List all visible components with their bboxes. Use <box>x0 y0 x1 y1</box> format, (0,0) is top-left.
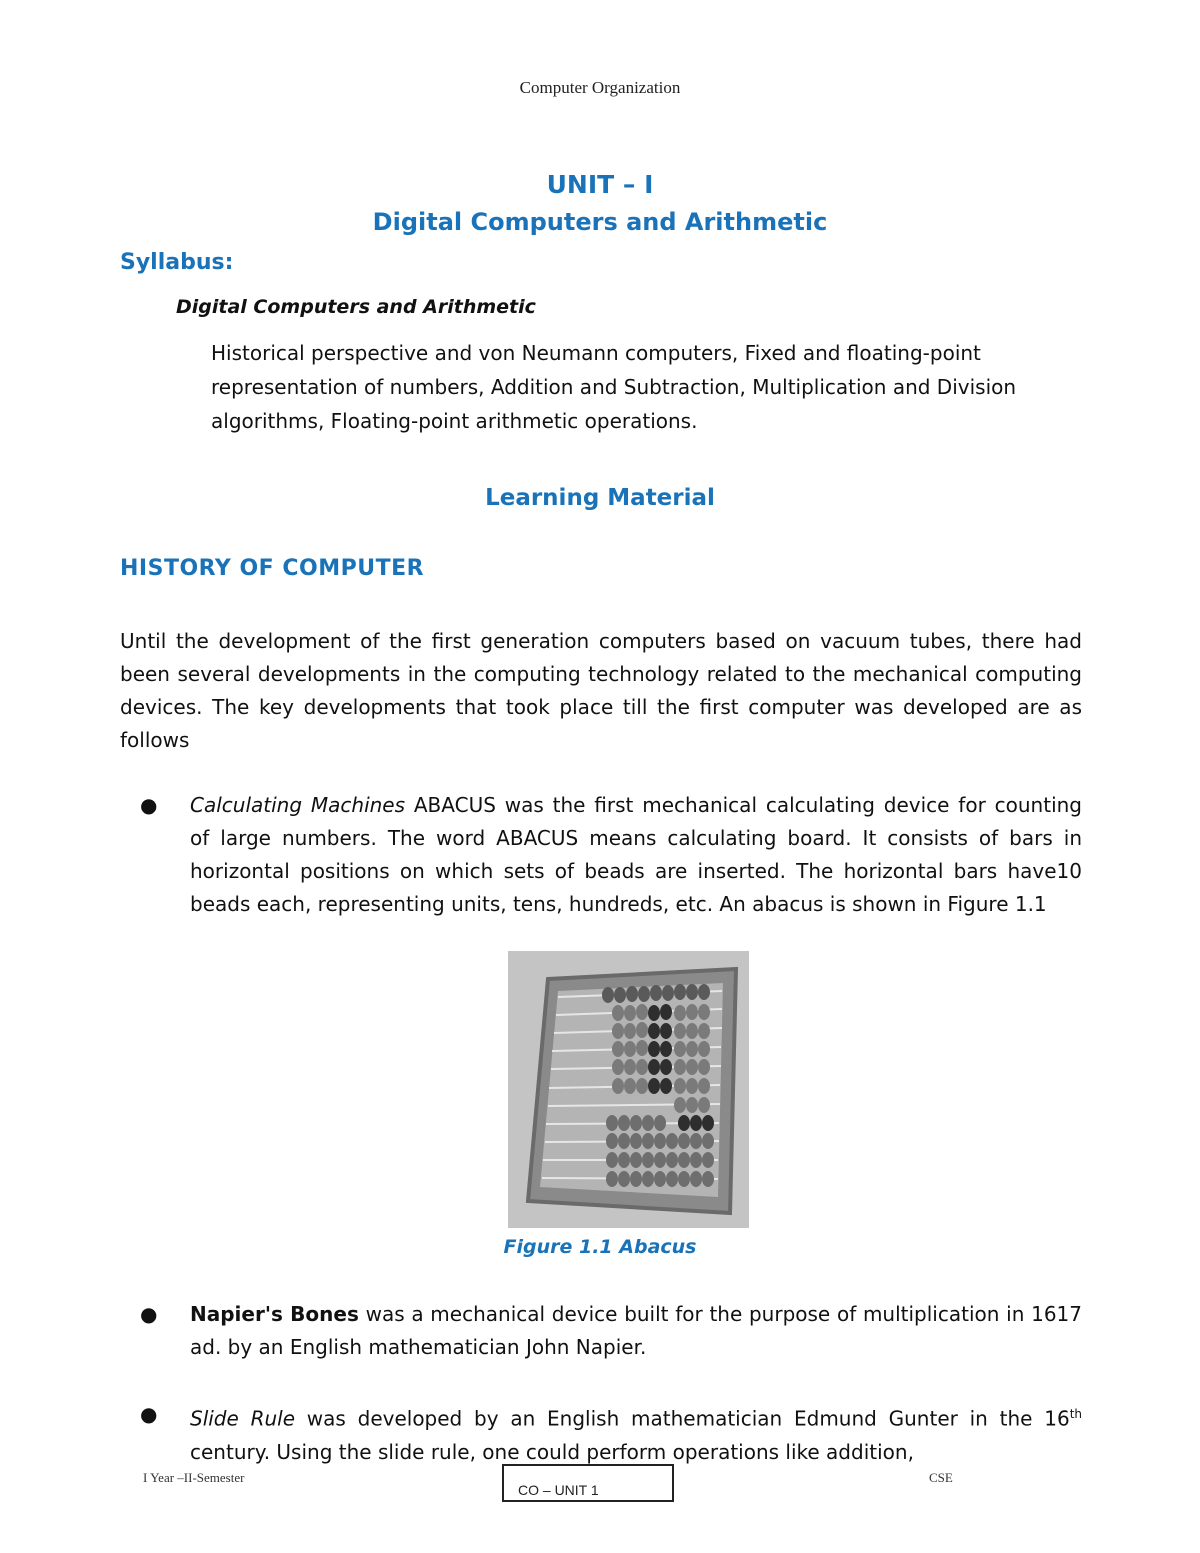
bullet-dot-icon: ● <box>140 1302 158 1326</box>
bullet-term: Slide Rule <box>190 1406 296 1431</box>
bullet-term: Calculating Machines <box>190 793 406 817</box>
section-heading-history: HISTORY OF COMPUTER <box>120 556 425 581</box>
bullet-body: ABACUS was the first mechanical calculating device for counting of large numbers. The word ABACUS means calculating board. It consists of bars in horizontal positions on which sets of beads are inserted. The horizontal bars have10 beads each, representing units, tens, hundreds, etc. An abacus is shown in Figure 1.1 <box>190 793 1082 916</box>
bullet-body: was developed by an English mathematician Edmund Gunter in the 16 <box>295 1406 1070 1431</box>
figure-caption: Figure 1.1 Abacus <box>503 1236 697 1258</box>
bullet-text <box>190 1398 1082 1469</box>
bullet-napiers-bones <box>120 1298 1082 1364</box>
syllabus-body: Historical perspective and von Neumann computers, Fixed and floating-point representation of numbers, Addition and Subtraction, Multiplication and Division algorithms, Floating-point arithmetic operations. <box>211 341 1017 433</box>
syllabus-topic: Digital Computers and Arithmetic <box>176 296 536 318</box>
footer-left: I Year –II-Semester <box>143 1470 245 1485</box>
footer-center: CO – UNIT 1 <box>518 1482 599 1498</box>
abacus-figure-image <box>508 951 749 1228</box>
bullet-superscript: th <box>1069 1407 1082 1421</box>
bullet-text <box>190 1298 1082 1364</box>
bullet-term: Napier's Bones <box>190 1302 359 1326</box>
unit-subtitle: Digital Computers and Arithmetic <box>372 208 828 236</box>
bullet-body: was a mechanical device built for the purpose of multiplication in 1617 ad. by an English mathematician John Napier. <box>190 1302 1082 1359</box>
intro-paragraph: Until the development of the first generation computers based on vacuum tubes, there had been several developments in the computing technology related to the mechanical computing devices. The key developments that took place till the first computer was developed are as follows <box>120 629 1082 752</box>
unit-title: UNIT – I <box>546 170 654 199</box>
bullet-dot-icon: ● <box>140 793 158 817</box>
bullet-slide-rule <box>120 1398 1082 1469</box>
bullet-calculating-machines <box>120 789 1082 921</box>
bullet-text <box>190 789 1082 921</box>
syllabus-label: Syllabus: <box>120 250 234 275</box>
footer-right: CSE <box>929 1470 953 1485</box>
bullet-body-continued: century. Using the slide rule, one could perform operations like addition, <box>190 1439 914 1464</box>
learning-material-title: Learning Material <box>485 485 715 511</box>
footer-center-box <box>502 1464 674 1502</box>
running-header: Computer Organization <box>519 78 681 97</box>
bullet-dot-icon: ● <box>140 1402 158 1426</box>
